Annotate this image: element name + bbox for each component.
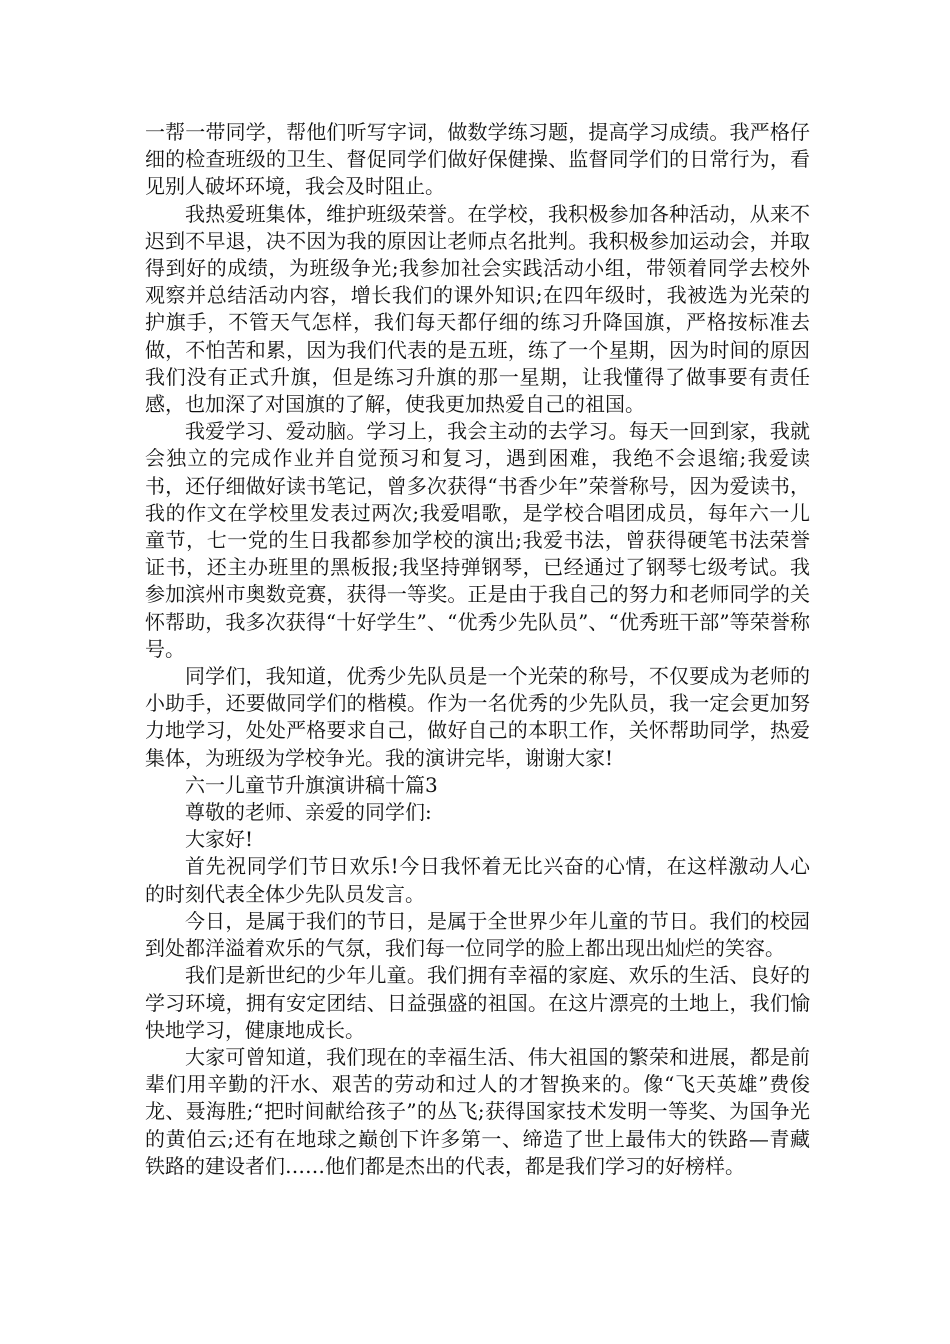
paragraph-5: 首先祝同学们节日欢乐!今日我怀着无比兴奋的心情，在这样激动人心的时刻代表全体少先队员发言。: [145, 854, 810, 906]
paragraph-7: 我们是新世纪的少年儿童。我们拥有幸福的家庭、欢乐的生活、良好的学习环境，拥有安定团结、日益强盛的祖国。在这片漂亮的土地上，我们愉快地学习，健康地成长。: [145, 963, 810, 1042]
section-title: 六一儿童节升旗演讲稿十篇3: [185, 772, 438, 797]
paragraph-4: 同学们，我知道，优秀少先队员是一个光荣的称号，不仅要成为老师的小助手，还要做同学们的楷模。作为一名优秀的少先队员，我一定会更加努力地学习，处处严格要求自己，做好自己的本职工作，关怀帮助同学，热爱集体，为班级为学校争光。我的演讲完毕，谢谢大家!: [145, 664, 810, 770]
paragraph-2: 我热爱班集体，维护班级荣誉。在学校，我积极参加各种活动，从来不迟到不早退，决不因为我的原因让老师点名批判。我积极参加运动会，并取得到好的成绩，为班级争光;我参加社会实践活动小组，带领着同学去校外观察并总结活动内容，增长我们的课外知识;在四年级时，我被选为光荣的护旗手，不管天气怎样，我们每天都仔细的练习升降国旗，严格按标准去做，不怕苦和累，因为我们代表的是五班，练了一个星期，因为时间的原因我们没有正式升旗，但是练习升旗的那一星期，让我懂得了做事要有责任感，也加深了对国旗的了解，使我更加热爱自己的祖国。: [145, 201, 810, 417]
paragraph-6: 今日，是属于我们的节日，是属于全世界少年儿童的节日。我们的校园到处都洋溢着欢乐的气氛，我们每一位同学的脸上都出现出灿烂的笑容。: [145, 908, 810, 961]
salutation: 尊敬的老师、亲爱的同学们:: [185, 800, 432, 825]
paragraph-8: 大家可曾知道，我们现在的幸福生活、伟大祖国的繁荣和进展，都是前辈们用辛勤的汗水、艰苦的劳动和过人的才智换来的。像“飞天英雄”费俊龙、聂海胜;“把时间献给孩子”的丛飞;获得国家技术发明一等奖、为国争光的黄伯云;还有在地球之巅创下许多第一、缔造了世上最伟大的铁路—青藏铁路的建设者们……他们都是杰出的代表，都是我们学习的好榜样。: [145, 1044, 810, 1178]
document-body: [145, 119, 810, 1180]
paragraph-3: 我爱学习、爱动脑。学习上，我会主动的去学习。每天一回到家，我就会独立的完成作业并自觉预习和复习，遇到困难，我绝不会退缩;我爱读书，还仔细做好读书笔记，曾多次获得“书香少年”荣誉称号，因为爱读书，我的作文在学校里发表过两次;我爱唱歌，是学校合唱团成员，每年六一儿童节，七一党的生日我都参加学校的演出;我爱书法，曾获得硬笔书法荣誉证书，还主办班里的黑板报;我坚持弹钢琴，已经通过了钢琴七级考试。我参加滨州市奥数竞赛，获得一等奖。正是由于我自己的努力和老师同学的关怀帮助，我多次获得“十好学生”、“优秀少先队员”、“优秀班干部”等荣誉称号。: [145, 419, 810, 661]
paragraph-1: 一帮一带同学，帮他们听写字词，做数学练习题，提高学习成绩。我严格仔细的检查班级的卫生、督促同学们做好保健操、监督同学们的日常行为，看见别人破坏环境，我会及时阻止。: [145, 120, 810, 199]
greeting: 大家好!: [185, 827, 254, 852]
